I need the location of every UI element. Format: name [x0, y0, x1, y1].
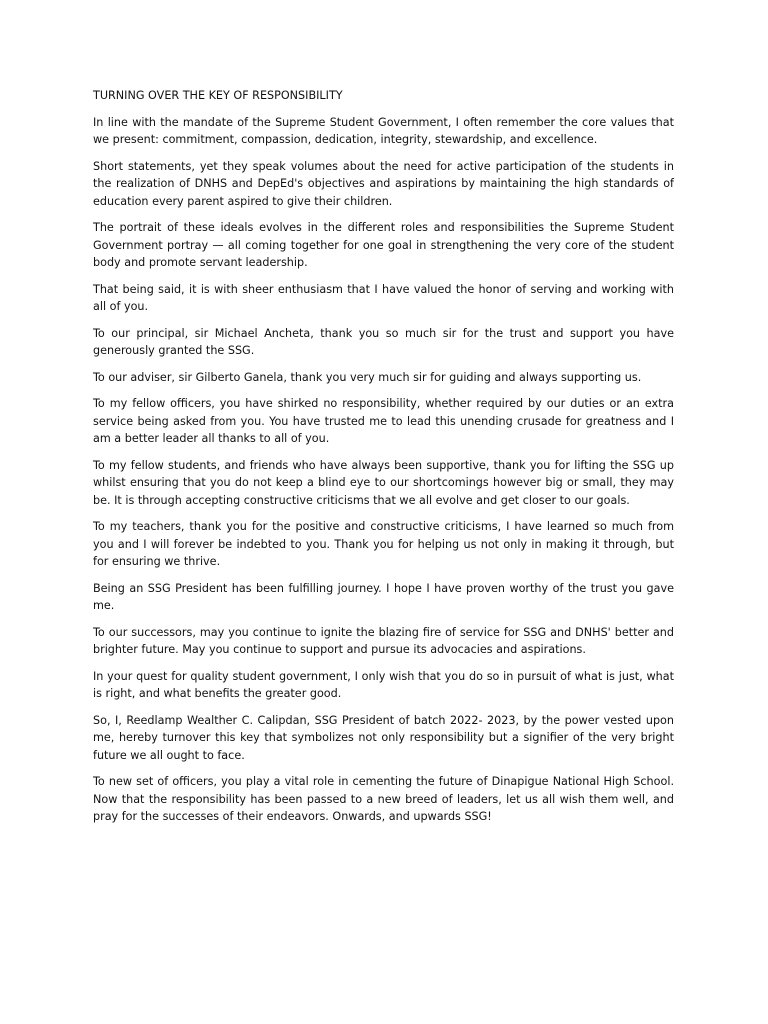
paragraph: To our successors, may you continue to ignite the blazing fire of service for SSG and DNHS' better and brighter future. May you continue to support and pursue its advocacies and aspirations.: [93, 625, 674, 656]
paragraph: That being said, it is with sheer enthusiasm that I have valued the honor of serving and working with all of you.: [93, 282, 674, 313]
paragraph: In your quest for quality student government, I only wish that you do so in pursuit of what is just, what is right, and what benefits the greater good.: [93, 669, 674, 700]
paragraph: To our principal, sir Michael Ancheta, thank you so much sir for the trust and support you have generously granted the SSG.: [93, 326, 674, 357]
paragraph: To my fellow students, and friends who have always been supportive, thank you for lifting the SSG up whilst ensuring that you do not keep a blind eye to our shortcomings however big or small, they may be. It is through accepting constructive criticisms that we all evolve and get closer to our goals.: [93, 458, 674, 507]
paragraph: To my teachers, thank you for the positive and constructive criticisms, I have learned so much from you and I will forever be indebted to you. Thank you for helping us not only in making it through, but for ensuring we thrive.: [93, 520, 674, 568]
paragraph: Being an SSG President has been fulfilling journey. I hope I have proven worthy of the trust you gave me.: [93, 581, 674, 612]
paragraph: In line with the mandate of the Supreme Student Government, I often remember the core values that we present: commitment, compassion, dedication, integrity, stewardship, and excellence.: [93, 115, 674, 146]
document-title: TURNING OVER THE KEY OF RESPONSIBILITY: [93, 89, 343, 102]
document-body: [93, 87, 674, 835]
paragraph: So, I, Reedlamp Wealther C. Calipdan, SSG President of batch 2022- 2023, by the power vested upon me, hereby turnover this key that symbolizes not only responsibility but a signifier of the very bright future we all ought to face.: [93, 713, 674, 762]
paragraph: The portrait of these ideals evolves in the different roles and responsibilities the Supreme Student Government portray — all coming together for one goal in strengthening the very core of the student body and promote servant leadership.: [93, 221, 674, 269]
paragraph: Short statements, yet they speak volumes about the need for active participation of the students in the realization of DNHS and DepEd's objectives and aspirations by maintaining the high standards of education every parent aspired to give their children.: [93, 159, 674, 208]
paragraph: To our adviser, sir Gilberto Ganela, thank you very much sir for guiding and always supporting us.: [93, 370, 642, 384]
paragraph: To new set of officers, you play a vital role in cementing the future of Dinapigue National High School. Now that the responsibility has been passed to a new breed of leaders, let us all wish them well, and pray for the successes of their endeavors. Onwards, and upwards SSG!: [93, 775, 674, 823]
paragraph: To my fellow officers, you have shirked no responsibility, whether required by our duties or an extra service being asked from you. You have trusted me to lead this unending crusade for greatness and I am a better leader all thanks to all of you.: [93, 397, 674, 445]
